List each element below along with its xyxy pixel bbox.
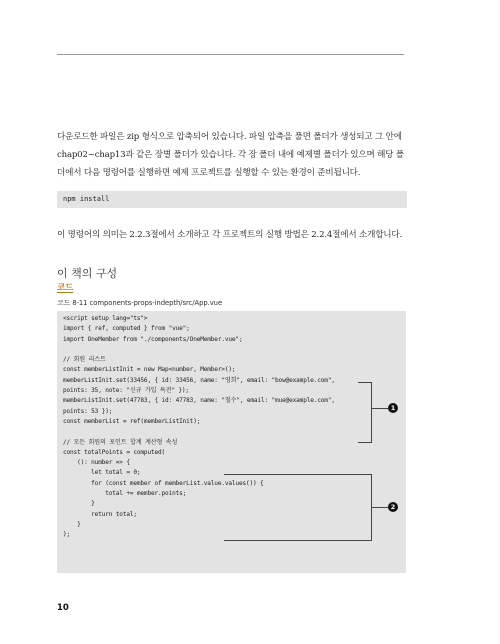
code-line: }	[63, 500, 95, 508]
callout-bracket-1	[358, 382, 372, 443]
code-line: const memberListInit = new Map<number, Member>();	[63, 366, 236, 374]
intro-paragraph	[57, 128, 407, 182]
code-line: );	[63, 531, 71, 539]
code-line: for (const member of memberList.value.values()) {	[63, 479, 264, 487]
section-title: 이 책의 구성	[57, 267, 118, 280]
callout-connector-2	[372, 507, 388, 508]
command-block: npm install	[57, 191, 407, 208]
code-line: points: 53 });	[63, 407, 113, 415]
intro-line: chap02~chap13과 같은 장별 폴더가 있습니다. 각 장 폴더 내에 예제별 폴더가 있으며 해당 폴	[57, 150, 404, 160]
code-line: <script setup lang="ts">	[63, 315, 148, 322]
intro-line: 다운로드한 파일은 zip 형식으로 압축되어 있습니다. 파일 압축을 풀면 폴더가 생성되고 그 안에	[57, 132, 402, 142]
page-number: 10	[57, 603, 69, 613]
code-line: points: 35, note: "신규 가입 특전" });	[63, 387, 189, 395]
sub-title: 코드	[57, 282, 74, 292]
code-line: total += member.points;	[63, 490, 187, 498]
code-line: // 회원 리스트	[63, 356, 106, 364]
code-line: let total = 0;	[63, 469, 141, 477]
outro-paragraph	[57, 226, 407, 244]
header-rule	[57, 54, 404, 55]
code-line: memberListInit.set(47783, { id: 47783, name: "철수", email: "mue@example.com",	[63, 397, 335, 405]
code-line: // 모든 회원의 포인트 합계 계산형 속성	[63, 438, 178, 446]
code-line: memberListInit.set(33456, { id: 33456, name: "영희", email: "bow@example.com",	[63, 376, 335, 384]
code-line: const memberList = ref(memberListInit);	[63, 417, 201, 425]
code-caption: 코드 8-11 components-props-indepth/src/App.vue	[57, 299, 223, 307]
code-line: import { ref, computed } from "vue";	[63, 325, 190, 333]
callout-badge-1: 1	[388, 403, 398, 413]
code-line: const totalPoints = computed(	[63, 448, 166, 456]
code-line	[63, 427, 406, 437]
callout-bracket-2	[224, 474, 372, 541]
code-line	[63, 345, 406, 355]
callout-connector-1	[372, 408, 388, 409]
callout-badge-2: 2	[388, 502, 398, 512]
outro-line: 이 명령어의 의미는 2.2.3절에서 소개하고 각 프로젝트의 실행 방법은 2.2.4절에서 소개합니다.	[57, 230, 403, 240]
code-line: (): number => {	[63, 459, 130, 467]
intro-line: 더에서 다음 명령어를 실행하면 예제 프로젝트를 실행할 수 있는 환경이 준비됩니다.	[57, 168, 361, 178]
code-line: return total;	[63, 510, 137, 518]
code-line: import OneMember from "./components/OneMember.vue";	[63, 335, 243, 343]
code-line: }	[63, 520, 81, 528]
